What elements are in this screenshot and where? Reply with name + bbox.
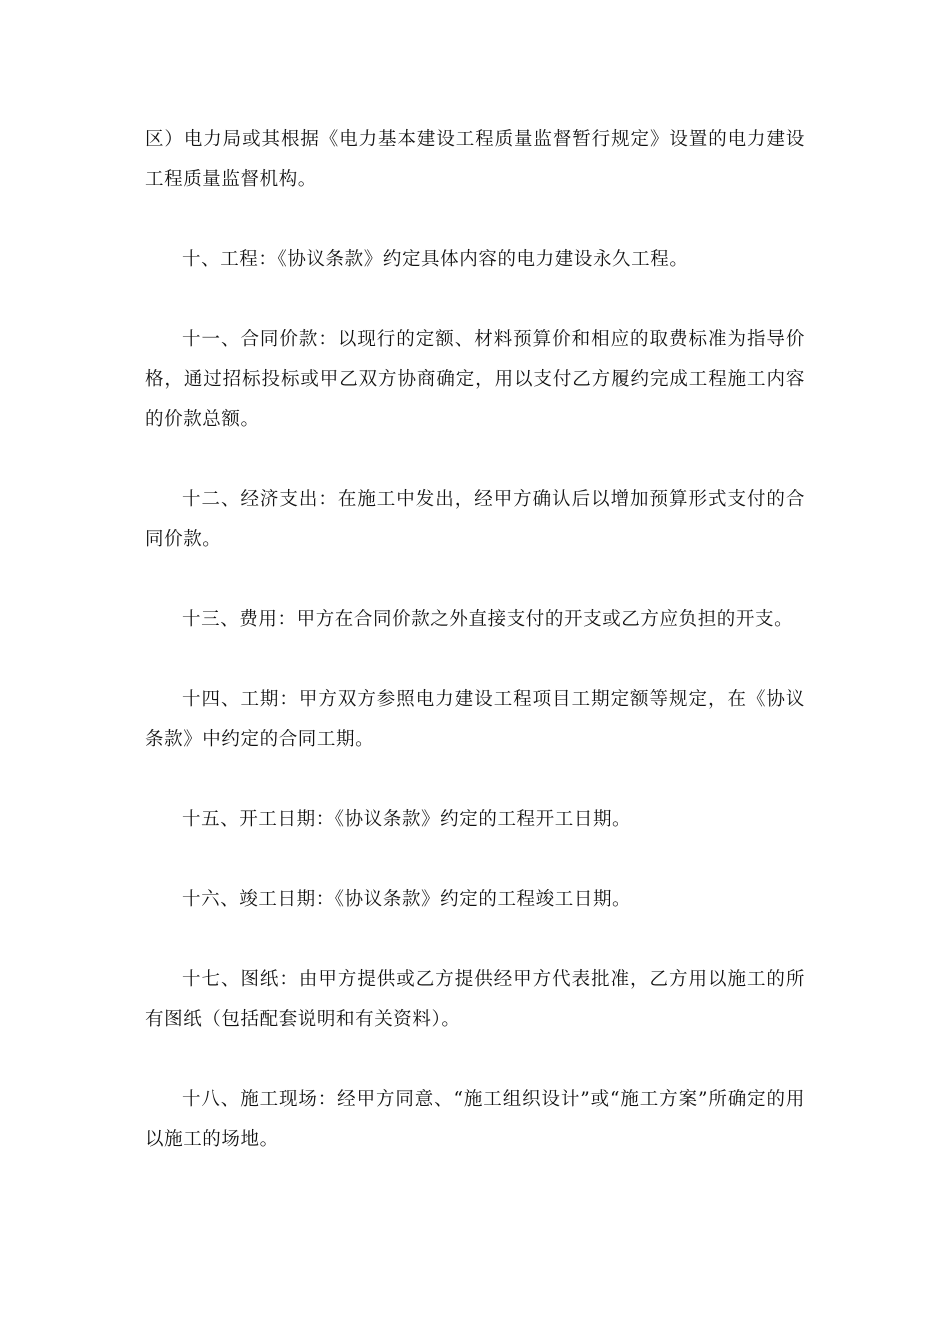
paragraph-gap [145,560,805,600]
paragraph-gap [145,1040,805,1080]
clause-18: 十八、施工现场：经甲方同意、“施工组织设计”或“施工方案”所确定的用以施工的场地。 [145,1089,805,1150]
clause-14: 十四、工期：甲方双方参照电力建设工程项目工期定额等规定，在《协议条款》中约定的合同工期。 [145,689,805,750]
clause-11: 十一、合同价款：以现行的定额、材料预算价和相应的取费标准为指导价格，通过招标投标或甲乙双方协商确定，用以支付乙方履约完成工程施工内容的价款总额。 [145,329,805,430]
clause-12: 十二、经济支出：在施工中发出，经甲方确认后以增加预算形式支付的合同价款。 [145,489,805,550]
paragraph-continuation: 区）电力局或其根据《电力基本建设工程质量监督暂行规定》设置的电力建设工程质量监督机构。 [145,129,805,190]
paragraph-gap [145,920,805,960]
clause-10: 十、工程：《协议条款》约定具体内容的电力建设永久工程。 [182,249,689,270]
clause-13: 十三、费用：甲方在合同价款之外直接支付的开支或乙方应负担的开支。 [182,609,794,630]
paragraph-gap [145,280,805,320]
paragraph-gap [145,440,805,480]
clause-17: 十七、图纸：由甲方提供或乙方提供经甲方代表批准，乙方用以施工的所有图纸（包括配套说明和有关资料）。 [145,969,805,1030]
paragraph-gap [145,840,805,880]
document-page [145,120,805,1160]
clause-15: 十五、开工日期：《协议条款》约定的工程开工日期。 [182,809,632,830]
clause-16: 十六、竣工日期：《协议条款》约定的工程竣工日期。 [182,889,632,910]
paragraph-gap [145,200,805,240]
paragraph-gap [145,640,805,680]
paragraph-gap [145,760,805,800]
